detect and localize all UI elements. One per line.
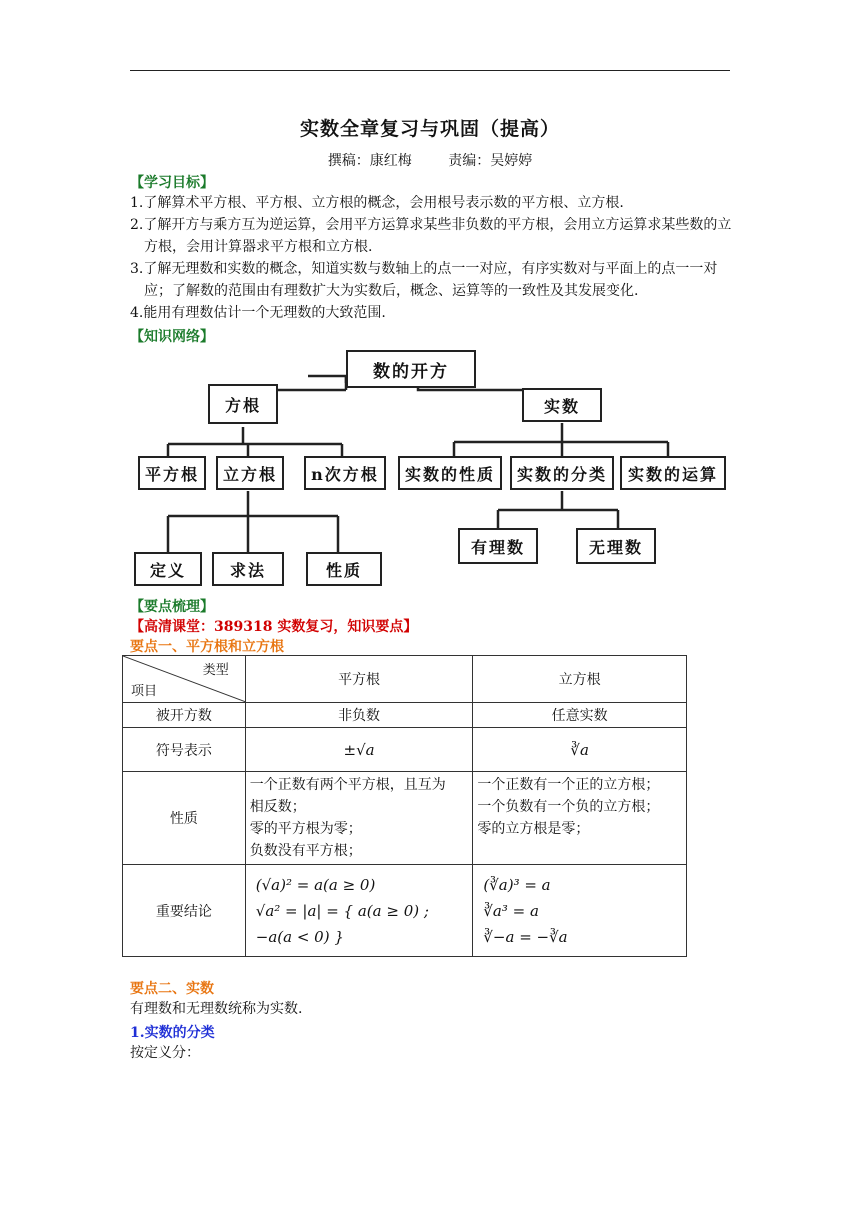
node-xingzhi: 性质 (306, 552, 382, 586)
node-qiufa: 求法 (212, 552, 284, 586)
node-youlishu: 有理数 (458, 528, 538, 564)
node-shishu-yunsuan: 实数的运算 (620, 456, 726, 490)
text-line: 一个负数有一个负的立方根； (477, 799, 660, 815)
node-root: 数的开方 (346, 350, 476, 388)
node-shishu-fenlei: 实数的分类 (510, 456, 614, 490)
node-n-cifanggen: n次方根 (304, 456, 386, 490)
formula-line: (∛a)³ = a (483, 875, 551, 894)
node-fanggen: 方根 (208, 384, 278, 424)
property-square-root (245, 772, 473, 865)
page-title: 实数全章复习与巩固（提高） (299, 118, 560, 140)
cell: 任意实数 (473, 703, 687, 728)
table-row (123, 772, 687, 865)
node-lifanggen: 立方根 (216, 456, 284, 490)
node-pingfanggen: 平方根 (138, 456, 206, 490)
knowledge-network-diagram (128, 348, 730, 592)
formula-line: ∛a³ = a (483, 901, 539, 920)
row-label: 符号表示 (123, 728, 246, 772)
network-heading: 【知识网络】 (130, 329, 214, 345)
conclusion-square-root (245, 865, 473, 957)
formula-line: (√a)² = a(a ≥ 0) (255, 875, 376, 894)
classification-text: 按定义分： (130, 1045, 200, 1061)
node-shishu: 实数 (522, 388, 602, 422)
corner-item: 项目 (131, 684, 158, 699)
table-row (123, 703, 687, 728)
author: 撰稿：康红梅 (327, 153, 412, 169)
editor: 责编：吴婷婷 (448, 153, 533, 169)
node-shishu-xingzhi: 实数的性质 (398, 456, 502, 490)
point-1-heading: 要点一、平方根和立方根 (130, 639, 284, 655)
video-reference: 【高清课堂：389318 实数复习，知识要点】 (130, 619, 418, 635)
conclusion-cube-root (473, 865, 687, 957)
real-number-definition: 有理数和无理数统称为实数. (130, 1001, 303, 1017)
goal-1: 1.了解算术平方根、平方根、立方根的概念，会用根号表示数的平方根、立方根. (130, 195, 624, 211)
goals-heading: 【学习目标】 (130, 175, 214, 191)
roots-table (122, 655, 687, 957)
table-row (123, 865, 687, 957)
row-label: 性质 (123, 772, 246, 865)
point-2-heading: 要点二、实数 (130, 981, 214, 997)
row-label: 重要结论 (123, 865, 246, 957)
goal-3: 3.了解无理数和实数的概念，知道实数与数轴上的点一一对应，有序实数对与平面上的点一一对应；了解数的范围由有理数扩大为实数后，概念、运算等的一致性及其发展变化. (130, 261, 718, 299)
header-rule (130, 70, 730, 71)
text-line: 零的立方根是零； (477, 821, 590, 837)
author-line (0, 150, 860, 170)
cell: 非负数 (245, 703, 473, 728)
symbol-cube-root: ∛a (473, 728, 687, 772)
text-line: 一个正数有两个平方根，且互为 (249, 777, 446, 793)
formula-line: ∛−a = −∛a (483, 927, 568, 946)
text-line: 一个正数有一个正的立方根； (477, 777, 660, 793)
property-cube-root (473, 772, 687, 865)
table-row (123, 728, 687, 772)
formula-line: √a² = |a| = { a(a ≥ 0) ; −a(a < 0) } (255, 901, 429, 946)
corner-cell (123, 656, 246, 703)
points-heading: 【要点梳理】 (130, 599, 214, 615)
col-header-cube-root: 立方根 (473, 656, 687, 703)
node-dingyi: 定义 (134, 552, 202, 586)
symbol-square-root: ±√a (245, 728, 473, 772)
text-line: 负数没有平方根； (249, 843, 362, 859)
corner-type: 类型 (202, 663, 229, 678)
node-wulishu: 无理数 (576, 528, 656, 564)
classification-heading: 1.实数的分类 (130, 1025, 215, 1041)
table-header-row (123, 656, 687, 703)
text-line: 相反数； (249, 799, 306, 815)
col-header-square-root: 平方根 (245, 656, 473, 703)
goal-2: 2.了解开方与乘方互为逆运算，会用平方运算求某些非负数的平方根，会用立方运算求某些数的立方根，会用计算器求平方根和立方根. (130, 217, 732, 255)
text-line: 零的平方根为零； (249, 821, 362, 837)
goal-4: 4.能用有理数估计一个无理数的大致范围. (130, 305, 386, 321)
row-label: 被开方数 (123, 703, 246, 728)
